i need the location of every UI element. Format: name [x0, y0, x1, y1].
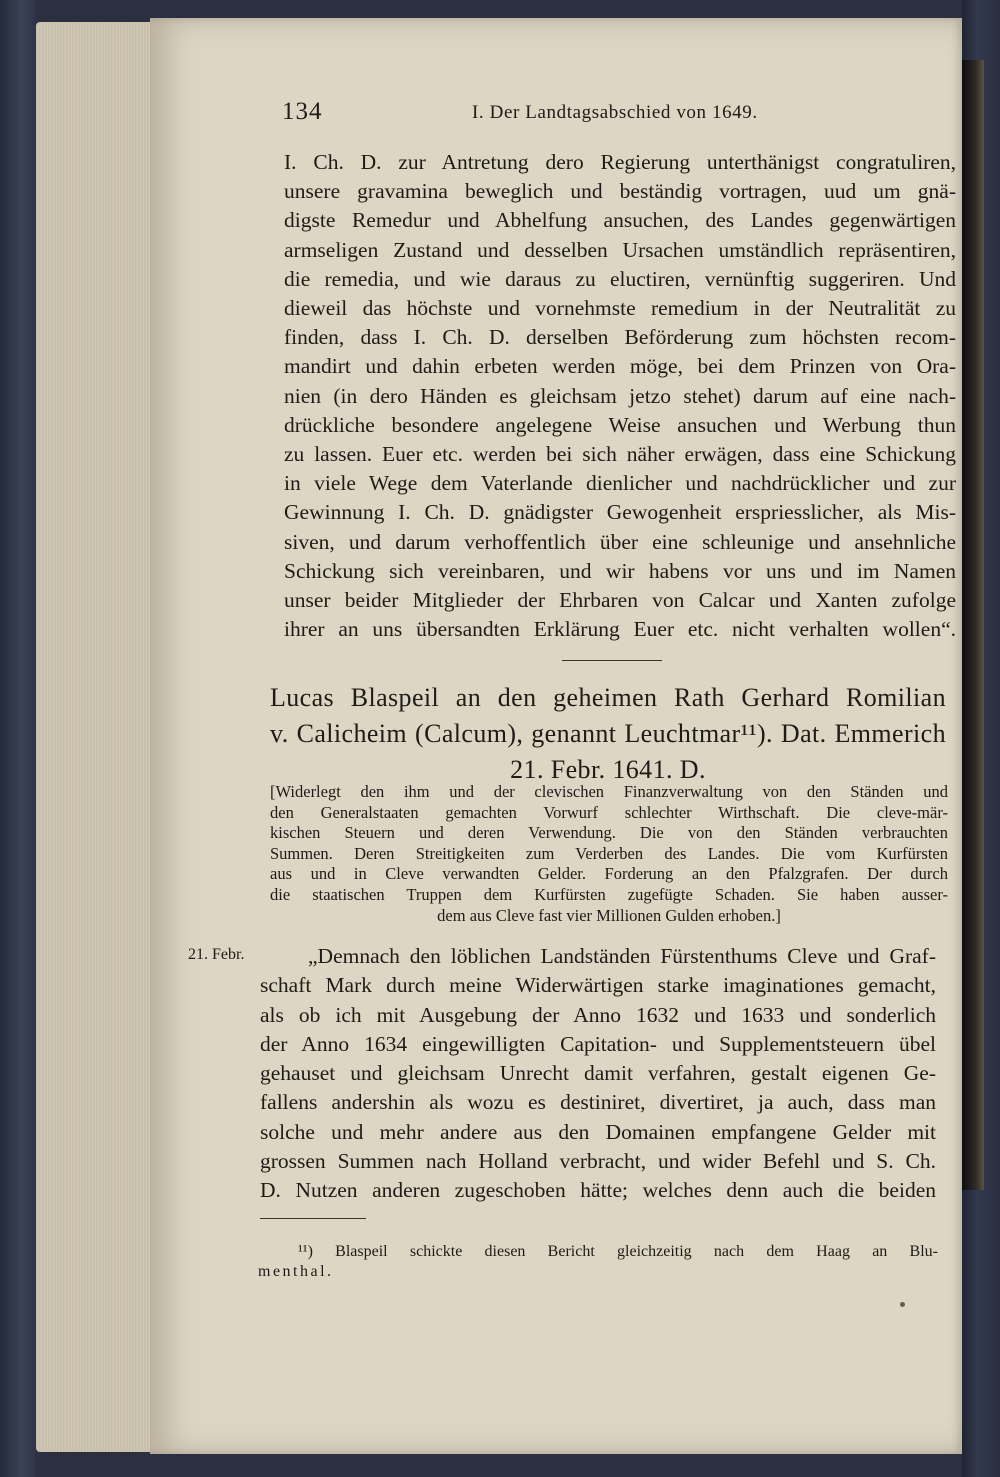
text-line: solche und mehr andere aus den Domainen empfangene Gelder mit	[260, 1119, 936, 1144]
text-line: „Demnach den löblichen Landständen Fürstenthums Cleve und Graf-	[308, 944, 936, 968]
text-line: mandirt und dahin erbeten werden möge, bei dem Prinzen von Ora-	[284, 354, 956, 379]
text-line: zu lassen. Euer etc. werden bei sich näher erwägen, dass eine Schickung	[284, 442, 956, 467]
summary-line: dem aus Cleve fast vier Millionen Gulden erhoben.]	[437, 905, 781, 925]
text-line: unsere gravamina beweglich und beständig vortragen, uud um gnä-	[284, 179, 956, 204]
text-line: grossen Summen nach Holland verbracht, und wider Befehl und S. Ch.	[260, 1149, 936, 1174]
text-line: ihrer an uns übersandten Erklärung Euer etc. nicht verhalten wollen“.	[284, 617, 956, 642]
book-cover-right	[962, 0, 1000, 1477]
text-line: D. Nutzen anderen zugeschoben hätte; welches denn auch die beiden	[260, 1178, 936, 1203]
text-line: Schickung sich vereinbaren, und wir habens vor uns und im Namen	[284, 558, 956, 583]
letter-heading	[270, 680, 946, 788]
paragraph-1	[284, 148, 956, 644]
text-line: armseligen Zustand und desselben Ursachen umständlich repräsentiren,	[284, 237, 956, 262]
page-header	[282, 98, 802, 130]
text-line: gehauset und gleichsam Unrecht damit verfahren, gestalt eigenen Ge-	[260, 1061, 936, 1086]
book-cover-left	[0, 0, 36, 1477]
page-edges	[36, 22, 156, 1452]
heading-line: v. Calicheim (Calcum), genannt Leuchtmar¹¹). Dat. Emmerich	[270, 719, 946, 748]
paragraph-2	[260, 942, 936, 1206]
summary-line: Summen. Deren Streitigkeiten zum Verderben des Landes. Die vom Kurfürsten	[270, 843, 948, 863]
text-line: I. Ch. D. zur Antretung dero Regierung unterthänigst congratuliren,	[284, 150, 956, 174]
text-line: in viele Wege dem Vaterlande dienlicher und nachdrücklicher und zur	[284, 471, 956, 496]
footnote	[258, 1242, 938, 1282]
footnote-line: menthal.	[258, 1263, 334, 1280]
footnote-rule	[260, 1218, 366, 1219]
heading-date: 21. Febr. 1641. D.	[510, 755, 706, 784]
text-line: fallens andershin als wozu es destiniret, divertiret, ja auch, dass man	[260, 1090, 936, 1115]
section-divider	[562, 660, 662, 661]
text-line: als ob ich mit Ausgebung der Anno 1632 und 1633 und sonderlich	[260, 1002, 936, 1027]
footnote-line: ¹¹) Blaspeil schickte diesen Bericht gleichzeitig nach dem Haag an Blu-	[298, 1243, 938, 1260]
text-line: die remedia, und wie daraus zu eluctiren, vernünftig suggeriren. Und	[284, 266, 956, 291]
text-line: nien (in dero Händen es gleichsam jetzo stehet) darum auf eine nach-	[284, 383, 956, 408]
text-line: drückliche besondere angelegene Weise ansuchen und Werbung thun	[284, 412, 956, 437]
summary-line: [Widerlegt den ihm und der clevischen Finanzverwaltung von den Ständen und	[270, 782, 948, 801]
summary-line: den Generalstaaten gemachten Vorwurf schlechter Wirthschaft. Die cleve-mär-	[270, 802, 948, 822]
summary-line: kischen Steuern und deren Verwendung. Die von den Ständen verbrauchten	[270, 823, 948, 843]
text-line: schaft Mark durch meine Widerwärtigen starke imaginationes gemacht,	[260, 973, 936, 998]
binding-band	[962, 60, 984, 1190]
summary-line: aus und in Cleve verwandten Gelder. Forderung an den Pfalzgrafen. Der durch	[270, 864, 948, 884]
text-line: digste Remedur und Abhelfung ansuchen, des Landes gegenwärtigen	[284, 208, 956, 233]
text-line: dieweil das höchste und vornehmste remedium in der Neutralität zu	[284, 296, 956, 321]
text-line: der Anno 1634 eingewilligten Capitation- und Supplementsteuern übel	[260, 1031, 936, 1056]
text-line: siven, und darum verhoffentlich über eine schleunige und ansehnliche	[284, 529, 956, 554]
heading-line: Lucas Blaspeil an den geheimen Rath Gerhard Romilian	[270, 683, 946, 712]
running-head: I. Der Landtagsabschied von 1649.	[472, 102, 758, 123]
letter-summary	[270, 782, 948, 926]
ink-spot	[900, 1302, 905, 1307]
text-line: finden, dass I. Ch. D. derselben Beförderung zum höchsten recom-	[284, 325, 956, 350]
text-line: Gewinnung I. Ch. D. gnädigster Gewogenheit erspriesslicher, als Mis-	[284, 500, 956, 525]
text-line: unser beider Mitglieder der Ehrbaren von Calcar und Xanten zufolge	[284, 588, 956, 613]
summary-line: die staatischen Truppen dem Kurfürsten zugefügte Schaden. Sie haben ausser-	[270, 884, 948, 904]
page-number: 134	[282, 98, 323, 125]
margin-date-note: 21. Febr.	[188, 946, 245, 963]
